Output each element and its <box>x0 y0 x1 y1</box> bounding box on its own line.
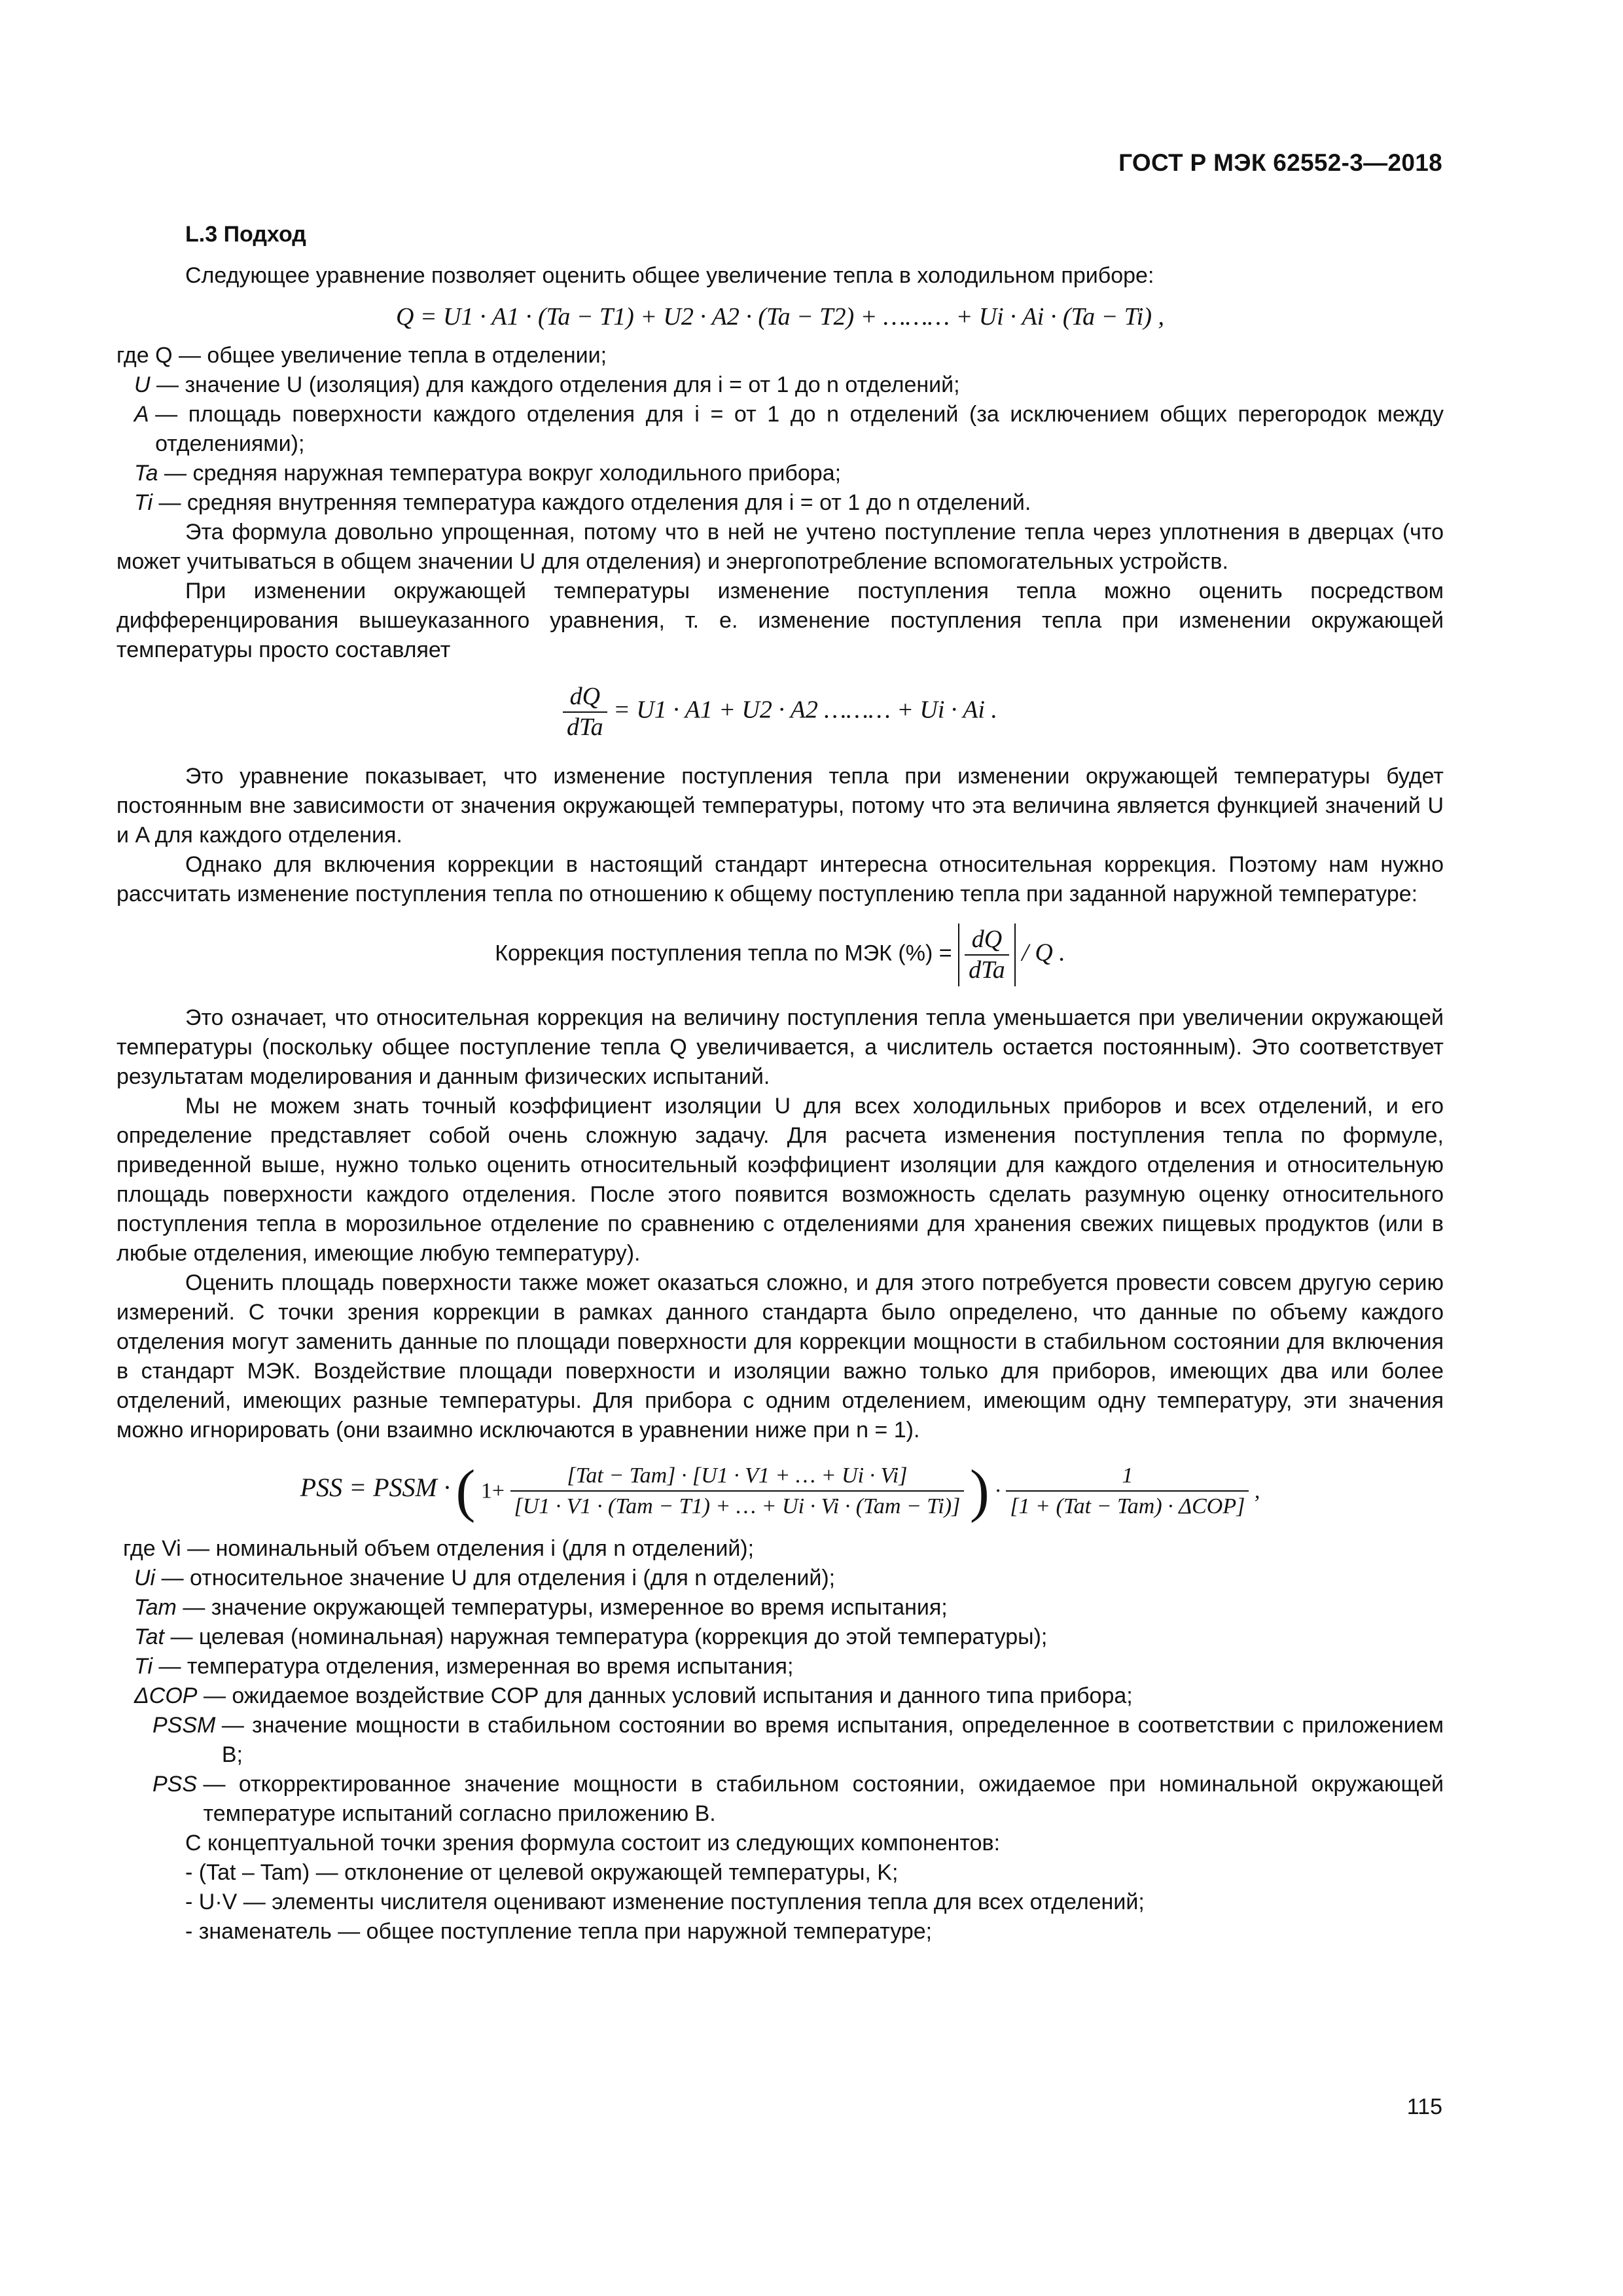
equation-4-fraction <box>510 1461 965 1521</box>
legend-item <box>134 1681 1444 1711</box>
legend-desc: — площадь поверхности каждого отделения для i = от 1 до n отделений (за исключением общих перегородок между отделениями); <box>155 402 1444 456</box>
equation-2-fraction <box>563 682 607 742</box>
equation-3-tail: / Q . <box>1022 939 1065 967</box>
paragraph-2: Эта формула довольно упрощенная, потому что в ней не учтено поступление тепла через уплотнения в дверцах (что может учитываться в общем значении U для отделения) и энергопотребление вспомогательных устройств. <box>116 520 1444 574</box>
legend-desc: — номинальный объем отделения i (для n отделений); <box>187 1536 755 1561</box>
legend-desc: — средняя внутренняя температура каждого отделения для i = от 1 до n отделений. <box>158 490 1031 515</box>
legend-desc: — значение мощности в стабильном состоянии во время испытания, определенное в соответствии с приложением B; <box>221 1713 1444 1767</box>
legend-symbol: PSSM <box>152 1713 216 1738</box>
legend-symbol: U <box>134 372 151 397</box>
legend-item <box>134 1564 1444 1593</box>
legend-symbol: Ti <box>134 1654 153 1679</box>
equation-1 <box>116 302 1444 332</box>
document-header: ГОСТ Р МЭК 62552-3—2018 <box>1118 149 1442 176</box>
comma: , <box>1254 1479 1260 1503</box>
legend-symbol: Ui <box>134 1566 156 1590</box>
equation-3-label: Коррекция поступления тепла по МЭК (%) = <box>495 941 952 966</box>
dot-operator: · <box>995 1479 1001 1503</box>
document-body <box>116 220 1444 1946</box>
legend-1 <box>116 341 1444 518</box>
equation-4-numerator: [Tat − Tam] · [U1 · V1 + … + Ui · Vi] <box>510 1461 965 1492</box>
equation-4-lhs: PSS = PSSM · <box>300 1472 450 1502</box>
legend-item <box>134 370 1444 400</box>
legend-item <box>123 1534 1444 1564</box>
equation-4-numerator-2: 1 <box>1006 1461 1249 1492</box>
legend-item <box>134 1593 1444 1623</box>
legend-desc: — значение U (изоляция) для каждого отделения для i = от 1 до n отделений; <box>156 372 960 397</box>
legend-item <box>134 459 1444 488</box>
equation-4 <box>116 1458 1444 1524</box>
paragraph-5: Однако для включения коррекции в настоящий стандарт интересна относительная коррекция. Поэтому нам нужно рассчитать изменение поступления тепла по отношению к общему поступлению тепла при заданной наружной температуре: <box>116 852 1444 906</box>
legend-symbol: Ta <box>134 461 158 486</box>
paragraph-4: Это уравнение показывает, что изменение поступления тепла при изменении окружающей температуры будет постоянным вне зависимости от значения окружающей температуры, потому что эта величина является функцией значений U и A для каждого отделения. <box>116 764 1444 848</box>
equation-2-denominator: dTa <box>567 713 603 741</box>
right-paren: ) <box>969 1458 990 1524</box>
equation-3-denominator: dTa <box>969 956 1005 984</box>
legend-desc: — средняя наружная температура вокруг холодильного прибора; <box>164 461 842 486</box>
legend-item <box>134 488 1444 518</box>
equation-3-numerator: dQ <box>965 925 1009 956</box>
legend-desc: — значение окружающей температуры, измеренное во время испытания; <box>183 1595 948 1620</box>
paragraph-6: Это означает, что относительная коррекция на величину поступления тепла уменьшается при увеличении окружающей температуры (поскольку общее поступление тепла Q увеличивается, а числитель остается постоянным). Это соответствует результатам моделирования и данным физических испытаний. <box>116 1005 1444 1089</box>
legend-item <box>152 1770 1444 1829</box>
paragraph-9: С концептуальной точки зрения формула состоит из следующих компонентов: <box>185 1831 1001 1856</box>
legend-desc: — ожидаемое воздействие COP для данных условий испытания и данного типа прибора; <box>203 1683 1133 1708</box>
paragraph-8: Оценить площадь поверхности также может оказаться сложно, и для этого потребуется провести совсем другую серию измерений. С точки зрения коррекции в рамках данного стандарта было определено, что данные по объему каждого отделения могут заменить данные по площади поверхности для коррекции мощности в стабильном состоянии для включения в стандарт МЭК. Воздействие площади поверхности и изоляции важно только для приборов, имеющих два или более отделений, имеющих разные температуры. Для прибора с одним отделением, имеющим одну температуру, эти значения можно игнорировать (они взаимно исключаются в уравнении ниже при n = 1). <box>116 1270 1444 1443</box>
legend-item <box>134 1652 1444 1681</box>
legend-2 <box>116 1534 1444 1829</box>
legend-symbol: где Vi <box>123 1536 181 1561</box>
equation-2-numerator: dQ <box>563 682 607 713</box>
legend-desc: — целевая (номинальная) наружная температура (коррекция до этой температуры); <box>170 1624 1048 1649</box>
equation-3 <box>116 924 1444 986</box>
legend-symbol: ΔCOP <box>134 1683 198 1708</box>
equation-2-rhs: = U1 · A1 + U2 · A2 ……… + Ui · Ai . <box>613 696 997 724</box>
equation-3-bracket <box>958 924 1016 986</box>
list-item: - U·V — элементы числителя оценивают изменение поступления тепла для всех отделений; <box>185 1890 1145 1914</box>
paragraph-1: Следующее уравнение позволяет оценить общее увеличение тепла в холодильном приборе: <box>185 263 1154 288</box>
list-item: - (Tat – Tam) — отклонение от целевой окружающей температуры, K; <box>185 1860 899 1885</box>
page-number: 115 <box>1406 2094 1442 2119</box>
equation-3-fraction <box>965 925 1009 985</box>
equation-4-denominator: [U1 · V1 · (Tam − T1) + … + Ui · Vi · (Tam − Ti)] <box>514 1494 961 1518</box>
legend-desc: — относительное значение U для отделения i (для n отделений); <box>161 1566 836 1590</box>
legend-item <box>134 1623 1444 1652</box>
legend-symbol: A <box>134 402 149 427</box>
legend-item <box>134 400 1444 459</box>
section-title: L.3 Подход <box>185 222 306 247</box>
legend-desc: — температура отделения, измеренная во время испытания; <box>158 1654 794 1679</box>
paragraph-7: Мы не можем знать точный коэффициент изоляции U для всех холодильных приборов и всех отделений, и его определение представляет собой очень сложную задачу. Для расчета изменения поступления тепла по формуле, приведенной выше, нужно только оценить относительный коэффициент изоляции для каждого отделения и относительную площадь поверхности каждого отделения. После этого появится возможность сделать разумную оценку относительного поступления тепла в морозильное отделение по сравнению с отделениями для хранения свежих пищевых продуктов (или в любые отделения, имеющие любую температуру). <box>116 1094 1444 1266</box>
list-item: - знаменатель — общее поступление тепла при наружной температуре; <box>185 1919 933 1944</box>
legend-symbol: PSS <box>152 1772 198 1797</box>
equation-2 <box>116 682 1444 742</box>
equation-4-fraction-2 <box>1006 1461 1249 1521</box>
equation-1-text: Q = U1 · A1 · (Ta − T1) + U2 · A2 · (Ta − T2) + ……… + Ui · Ai · (Ta − Ti) , <box>395 303 1165 331</box>
paragraph-3: При изменении окружающей температуры изменение поступления тепла можно оценить посредством дифференцирования вышеуказанного уравнения, т. е. изменение поступления тепла при изменении окружающей температуры просто составляет <box>116 579 1444 662</box>
legend-symbol: где Q <box>116 343 173 368</box>
legend-symbol: Tat <box>134 1624 165 1649</box>
equation-4-denominator-2: [1 + (Tat − Tam) · ΔCOP] <box>1010 1494 1245 1518</box>
legend-item <box>152 1711 1444 1770</box>
legend-desc: — общее увеличение тепла в отделении; <box>178 343 607 368</box>
one-plus: 1+ <box>480 1479 505 1503</box>
legend-symbol: Ti <box>134 490 153 515</box>
left-paren: ( <box>455 1458 476 1524</box>
legend-symbol: Tam <box>134 1595 177 1620</box>
legend-item <box>116 341 1444 370</box>
legend-desc: — откорректированное значение мощности в стабильном состоянии, ожидаемое при номинальной окружающей температуре испытаний согласно приложению B. <box>203 1772 1444 1826</box>
